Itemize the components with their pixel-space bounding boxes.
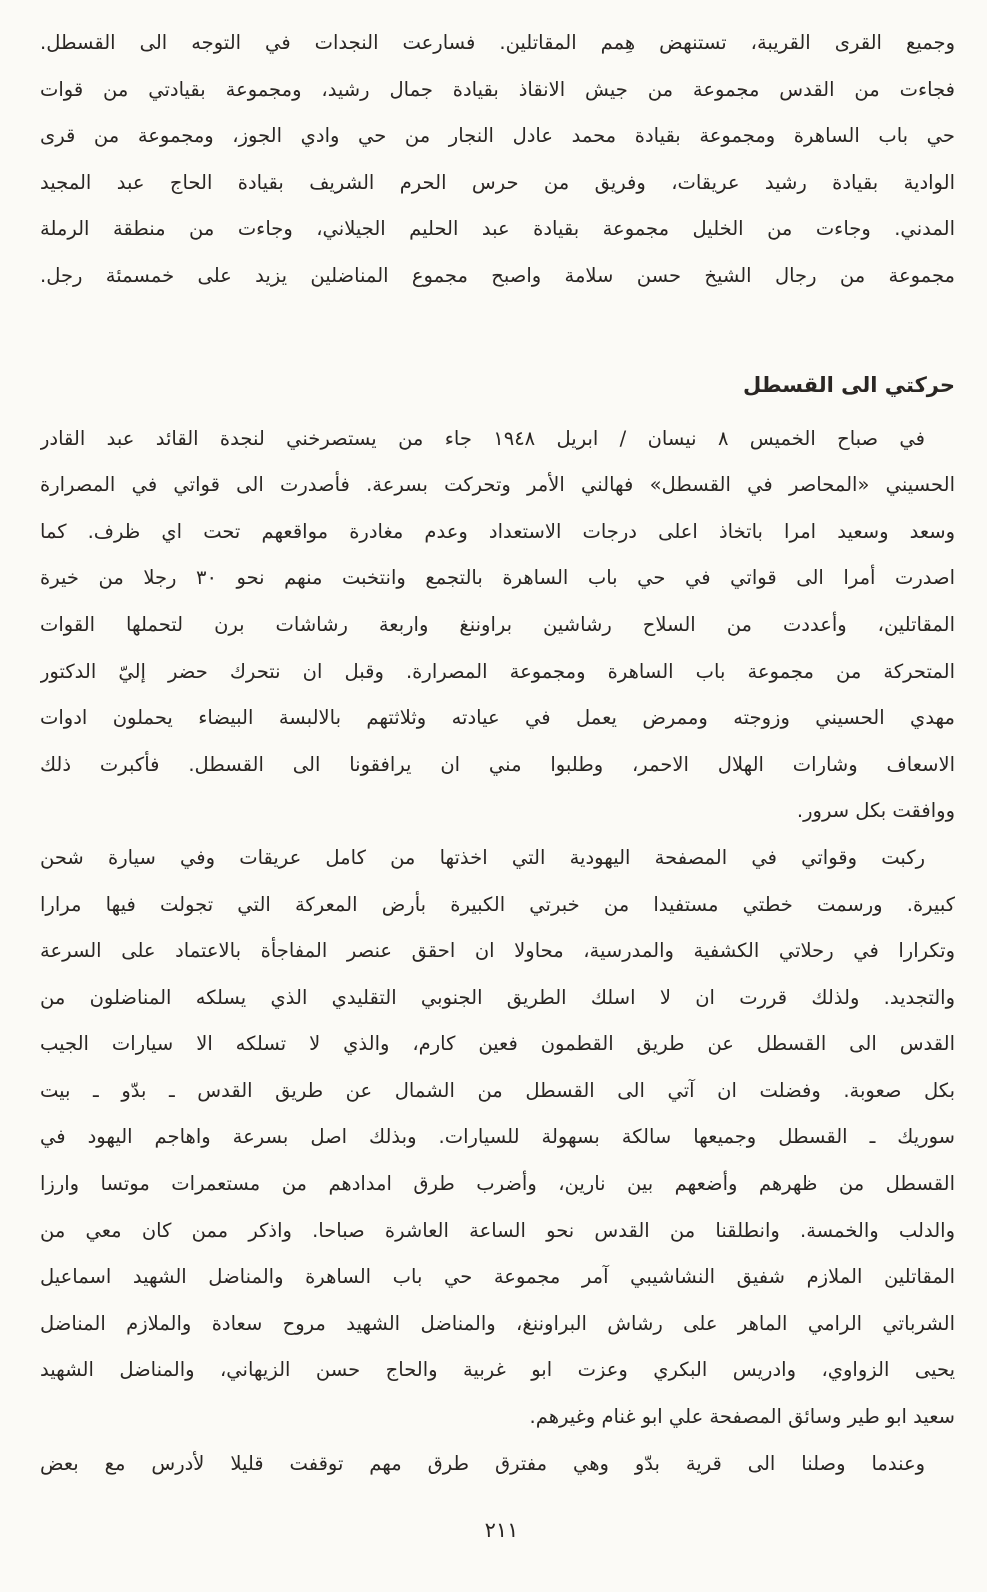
text-line: وجميع القرى القريبة، تستنهض هِمم المقاتلين. فسارعت النجدات في التوجه الى القسطل. bbox=[40, 31, 955, 54]
paragraph bbox=[40, 835, 955, 1441]
text-line: يحيى الزواوي، وادريس البكري وعزت ابو غربية والحاج حسن الزيهاني، والمناضل الشهيد bbox=[40, 1358, 955, 1382]
text-line: وعندما وصلنا الى قرية بدّو وهي مفترق طرق مهم توقفت قليلا لأدرس مع بعض bbox=[40, 1451, 925, 1475]
text-line: الوادية بقيادة رشيد عريقات، وفريق من حرس الحرم الشريف بقيادة الحاج عبد المجيد bbox=[40, 170, 955, 194]
text-line: اصدرت أمرا الى قواتي في حي باب الساهرة بالتجمع وانتخبت منهم نحو ٣٠ رجلا من خيرة bbox=[40, 566, 955, 590]
text-line: في صباح الخميس ٨ نيسان / ابريل ١٩٤٨ جاء من يستصرخني لنجدة القائد عبد القادر bbox=[40, 426, 926, 450]
text-line: سعيد ابو طير وسائق المصفحة علي ابو غنام وغيرهم. bbox=[529, 1405, 955, 1429]
text-line: بكل صعوبة. وفضلت ان آتي الى القسطل من الشمال عن طريق القدس ـ بدّو ـ بيت bbox=[40, 1078, 955, 1102]
text-line: كبيرة. ورسمت خطتي مستفيدا من خبرتي الكبيرة بأرض المعركة التي تجولت فيها مرارا bbox=[40, 892, 955, 916]
text-line: والدلب والخمسة. وانطلقنا من القدس نحو الساعة العاشرة صباحا. واذكر ممن كان معي من bbox=[40, 1218, 955, 1242]
text-line: المتحركة من مجموعة باب الساهرة ومجموعة المصرارة. وقبل ان نتحرك حضر إليّ الدكتور bbox=[40, 659, 955, 683]
text-line: والتجديد. ولذلك قررت ان لا اسلك الطريق الجنوبي التقليدي الذي يسلكه المناضلون من bbox=[40, 985, 955, 1009]
paragraph bbox=[40, 1441, 955, 1488]
text-line: وسعد وسعيد امرا باتخاذ اعلى درجات الاستعداد وعدم مغادرة مواقعهم تحت اي ظرف. كما bbox=[40, 519, 955, 543]
text-line: ووافقت بكل سرور. bbox=[796, 799, 955, 823]
book-page bbox=[40, 20, 955, 1487]
text-line: حي باب الساهرة ومجموعة بقيادة محمد عادل النجار من حي وادي الجوز، ومجموعة من قرى bbox=[40, 124, 955, 148]
text-line: المدني. وجاءت من الخليل مجموعة بقيادة عبد الحليم الجيلاني، وجاءت من منطقة الرملة bbox=[40, 217, 955, 241]
opening-paragraph bbox=[40, 20, 955, 300]
text-line: سوريك ـ القسطل وجميعها سالكة بسهولة للسيارات. وبذلك اصل بسرعة واهاجم اليهود في bbox=[40, 1125, 955, 1149]
text-line: الشرباتي الرامي الماهر على رشاش البراوننغ، والمناضل الشهيد مروح سعادة والملازم المناضل bbox=[40, 1311, 955, 1335]
text-line: القدس الى القسطل عن طريق القطمون فعين كارم، والذي لا تسلكه الا سيارات الجيب bbox=[40, 1032, 955, 1056]
text-line: المقاتلين، وأعددت من السلاح رشاشين براوننغ واربعة رشاشات برن لتحملها القوات bbox=[40, 612, 955, 636]
text-line: وتكرارا في رحلاتي الكشفية والمدرسية، محاولا ان احقق عنصر المفاجأة بالاعتماد على السرعة bbox=[40, 939, 955, 963]
text-line: الحسيني «المحاصر في القسطل» فهالني الأمر وتحركت بسرعة. فأصدرت الى قواتي في المصرارة bbox=[40, 473, 955, 497]
section-body bbox=[40, 416, 955, 1488]
paragraph bbox=[40, 416, 955, 835]
text-line: المقاتلين الملازم شفيق النشاشيبي آمر مجموعة حي باب الساهرة والمناضل الشهيد اسماعيل bbox=[40, 1265, 955, 1289]
text-line: مجموعة من رجال الشيخ حسن سلامة واصبح مجموع المناضلين يزيد على خمسمئة رجل. bbox=[40, 263, 955, 287]
text-line: الاسعاف وشارات الهلال الاحمر، وطلبوا مني ان يرافقونا الى القسطل. فأكبرت ذلك bbox=[40, 752, 955, 776]
text-line: مهدي الحسيني وزوجته وممرض يعمل في عيادته وثلاثتهم بالالبسة البيضاء يحملون ادوات bbox=[40, 706, 955, 730]
text-line: القسطل من ظهرهم وأضعهم بين نارين، وأضرب طرق امدادهم من مستعمرات موتسا وارزا bbox=[40, 1172, 955, 1196]
text-line: فجاءت من القدس مجموعة من جيش الانقاذ بقيادة جمال رشيد، ومجموعة بقيادتي من قوات bbox=[40, 77, 955, 101]
page-number: ٢١١ bbox=[484, 1518, 519, 1542]
text-line: ركبت وقواتي في المصفحة اليهودية التي اخذتها من كامل عريقات وفي سيارة شحن bbox=[40, 845, 925, 869]
section-heading: حركتي الى القسطل bbox=[743, 372, 955, 397]
